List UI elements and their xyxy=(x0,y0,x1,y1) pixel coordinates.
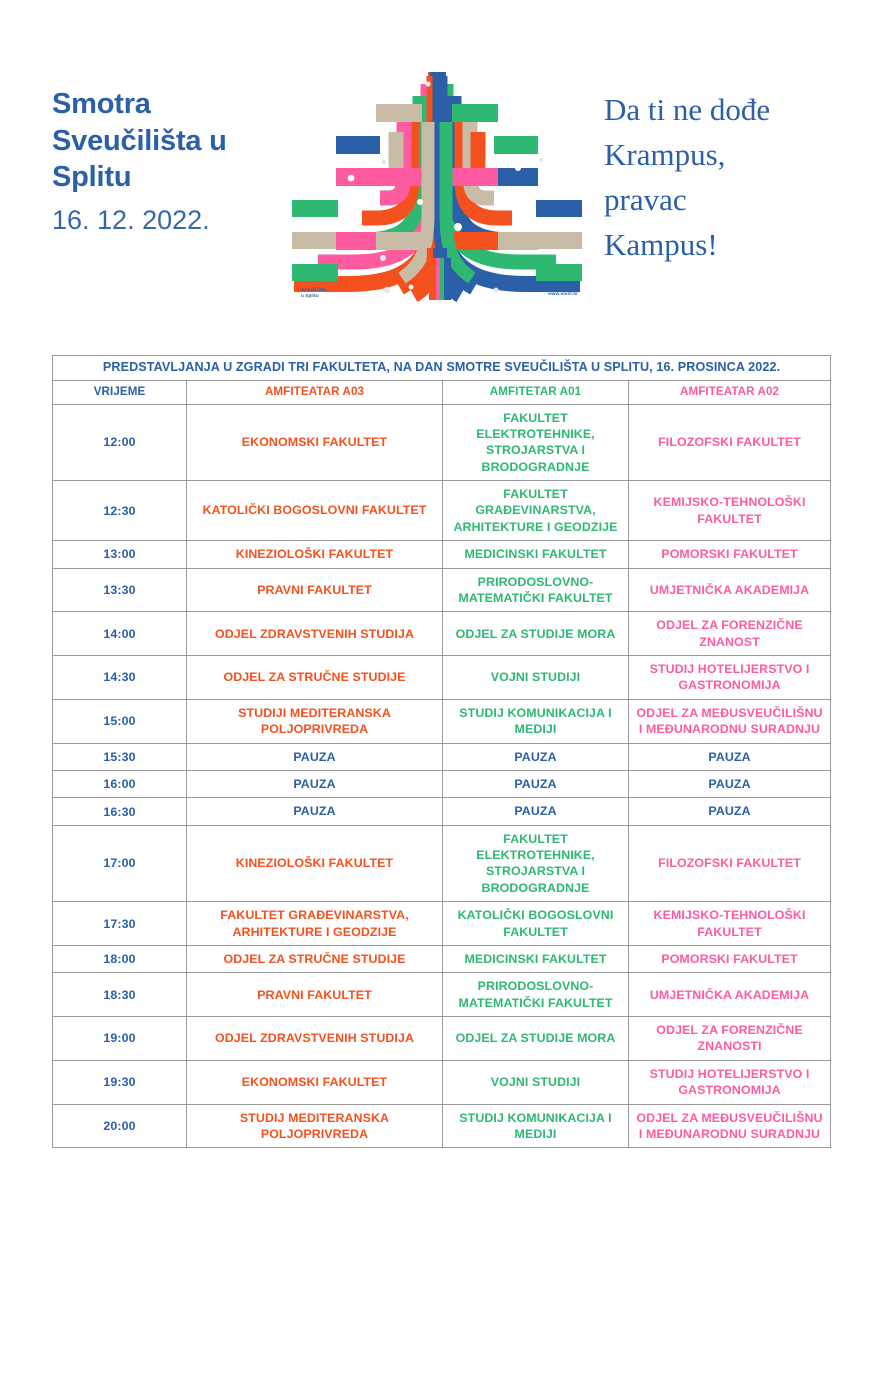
cell-a02: POMORSKI FAKULTET xyxy=(629,945,831,972)
cell-a02: ODJEL ZA MEĐUSVEUČILIŠNU I MEĐUNARODNU SURADNJU xyxy=(629,699,831,743)
column-header-a01: AMFITETAR A01 xyxy=(443,380,629,404)
cell-a02: ODJEL ZA FORENZIČNE ZNANOSTI xyxy=(629,1017,831,1061)
table-row xyxy=(53,1060,831,1104)
cell-a01: PAUZA xyxy=(443,798,629,825)
cell-a01: PAUZA xyxy=(443,770,629,797)
cell-a02: ODJEL ZA FORENZIČNE ZNANOST xyxy=(629,612,831,656)
cell-a03: PRAVNI FAKULTET xyxy=(187,973,443,1017)
slogan-line-1: Da ti ne dođe xyxy=(604,92,771,127)
cell-a02: UMJETNIČKA AKADEMIJA xyxy=(629,973,831,1017)
cell-a03: KATOLIČKI BOGOSLOVNI FAKULTET xyxy=(187,481,443,541)
schedule-table-body xyxy=(53,404,831,1148)
cell-a01: FAKULTET ELEKTROTEHNIKE, STROJARSTVA I BRODOGRADNJE xyxy=(443,825,629,902)
column-header-a02: AMFITEATAR A02 xyxy=(629,380,831,404)
slogan-line-3: pravac xyxy=(604,181,687,217)
cell-a02: STUDIJ HOTELIJERSTVO I GASTRONOMIJA xyxy=(629,656,831,700)
cell-a03: ODJEL ZDRAVSTVENIH STUDIJA xyxy=(187,612,443,656)
cell-a02: UMJETNIČKA AKADEMIJA xyxy=(629,568,831,612)
cell-time: 20:00 xyxy=(53,1104,187,1148)
cell-a01: STUDIJ KOMUNIKACIJA I MEDIJI xyxy=(443,1104,629,1148)
table-row xyxy=(53,973,831,1017)
schedule-table xyxy=(52,355,831,1148)
cell-time: 17:00 xyxy=(53,825,187,902)
cell-a02: POMORSKI FAKULTET xyxy=(629,541,831,568)
table-row xyxy=(53,699,831,743)
cell-a01: VOJNI STUDIJI xyxy=(443,1060,629,1104)
table-row xyxy=(53,798,831,825)
table-row xyxy=(53,825,831,902)
table-row xyxy=(53,902,831,946)
title-line-2: Sveučilišta u xyxy=(52,124,227,157)
title-line-1: Smotra xyxy=(52,88,151,120)
slogan-line-4: Kampus! xyxy=(604,226,718,262)
table-row xyxy=(53,945,831,972)
logo-caption-left: Sveučilište u Splitu xyxy=(301,286,327,298)
cell-a01: FAKULTET ELEKTROTEHNIKE, STROJARSTVA I BRODOGRADNJE xyxy=(443,404,629,481)
cell-time: 14:00 xyxy=(53,612,187,656)
cell-a03: STUDIJ MEDITERANSKA POLJOPRIVREDA xyxy=(187,1104,443,1148)
cell-a03: EKONOMSKI FAKULTET xyxy=(187,404,443,481)
cell-a02: PAUZA xyxy=(629,798,831,825)
cell-a01: MEDICINSKI FAKULTET xyxy=(443,945,629,972)
table-banner-row xyxy=(53,356,831,381)
table-row xyxy=(53,743,831,770)
cell-a02: FILOZOFSKI FAKULTET xyxy=(629,825,831,902)
cell-a01: MEDICINSKI FAKULTET xyxy=(443,541,629,568)
schedule-table-container xyxy=(52,355,830,1148)
cell-a03: FAKULTET GRAĐEVINARSTVA, ARHITEKTURE I GEODZIJE xyxy=(187,902,443,946)
cell-a01: STUDIJ KOMUNIKACIJA I MEDIJI xyxy=(443,699,629,743)
slogan-line-2: Krampus, xyxy=(604,136,726,172)
cell-time: 17:30 xyxy=(53,902,187,946)
cell-time: 13:30 xyxy=(53,568,187,612)
cell-a01: PRIRODOSLOVNO-MATEMATIČKI FAKULTET xyxy=(443,973,629,1017)
cell-a01: ODJEL ZA STUDIJE MORA xyxy=(443,1017,629,1061)
cell-time: 14:30 xyxy=(53,656,187,700)
title-line-3: Splitu xyxy=(52,161,132,194)
cell-a01: KATOLIČKI BOGOSLOVNI FAKULTET xyxy=(443,902,629,946)
cell-a02: KEMIJSKO-TEHNOLOŠKI FAKULTET xyxy=(629,902,831,946)
event-date: 16. 12. 2022. xyxy=(52,204,210,235)
cell-a03: PRAVNI FAKULTET xyxy=(187,568,443,612)
cell-a03: PAUZA xyxy=(187,798,443,825)
cell-a03: KINEZIOLOŠKI FAKULTET xyxy=(187,541,443,568)
cell-time: 12:30 xyxy=(53,481,187,541)
poster-header xyxy=(0,0,880,330)
table-row xyxy=(53,1017,831,1061)
logo-caption-right: www.unist.hr xyxy=(548,290,578,296)
cell-a03: PAUZA xyxy=(187,743,443,770)
cell-a02: PAUZA xyxy=(629,743,831,770)
cell-a01: PAUZA xyxy=(443,743,629,770)
cell-a02: FILOZOFSKI FAKULTET xyxy=(629,404,831,481)
table-row xyxy=(53,612,831,656)
slogan xyxy=(604,88,866,268)
cell-time: 12:00 xyxy=(53,404,187,481)
cell-time: 13:00 xyxy=(53,541,187,568)
cell-time: 15:30 xyxy=(53,743,187,770)
cell-time: 15:00 xyxy=(53,699,187,743)
cell-a03: ODJEL ZA STRUČNE STUDIJE xyxy=(187,945,443,972)
cell-time: 18:00 xyxy=(53,945,187,972)
cell-a01: VOJNI STUDIJI xyxy=(443,656,629,700)
column-header-time: VRIJEME xyxy=(53,380,187,404)
cell-a01: FAKULTET GRAĐEVINARSTVA, ARHITEKTURE I GEODZIJE xyxy=(443,481,629,541)
cell-a02: KEMIJSKO-TEHNOLOŠKI FAKULTET xyxy=(629,481,831,541)
cell-time: 18:30 xyxy=(53,973,187,1017)
cell-a03: STUDIJI MEDITERANSKA POLJOPRIVREDA xyxy=(187,699,443,743)
table-row xyxy=(53,568,831,612)
cell-a03: PAUZA xyxy=(187,770,443,797)
table-header-row xyxy=(53,380,831,404)
table-row xyxy=(53,481,831,541)
cell-a03: ODJEL ZDRAVSTVENIH STUDIJA xyxy=(187,1017,443,1061)
cell-a01: ODJEL ZA STUDIJE MORA xyxy=(443,612,629,656)
cell-time: 19:00 xyxy=(53,1017,187,1061)
cell-a03: ODJEL ZA STRUČNE STUDIJE xyxy=(187,656,443,700)
table-row xyxy=(53,1104,831,1148)
table-row xyxy=(53,770,831,797)
cell-time: 16:30 xyxy=(53,798,187,825)
table-row xyxy=(53,404,831,481)
cell-a02: ODJEL ZA MEĐUSVEUČILIŠNU I MEĐUNARODNU SURADNJU xyxy=(629,1104,831,1148)
cell-time: 16:00 xyxy=(53,770,187,797)
cell-a01: PRIRODOSLOVNO-MATEMATIČKI FAKULTET xyxy=(443,568,629,612)
sveuciliste-u-splitu-logo xyxy=(288,62,586,302)
table-row xyxy=(53,541,831,568)
schedule-banner: PREDSTAVLJANJA U ZGRADI TRI FAKULTETA, NA DAN SMOTRE SVEUČILIŠTA U SPLITU, 16. PROSINCA 2022. xyxy=(53,356,831,381)
table-row xyxy=(53,656,831,700)
cell-time: 19:30 xyxy=(53,1060,187,1104)
cell-a02: PAUZA xyxy=(629,770,831,797)
cell-a02: STUDIJ HOTELIJERSTVO I GASTRONOMIJA xyxy=(629,1060,831,1104)
column-header-a03: AMFITEATAR A03 xyxy=(187,380,443,404)
cell-a03: EKONOMSKI FAKULTET xyxy=(187,1060,443,1104)
cell-a03: KINEZIOLOŠKI FAKULTET xyxy=(187,825,443,902)
page-title xyxy=(52,86,292,236)
